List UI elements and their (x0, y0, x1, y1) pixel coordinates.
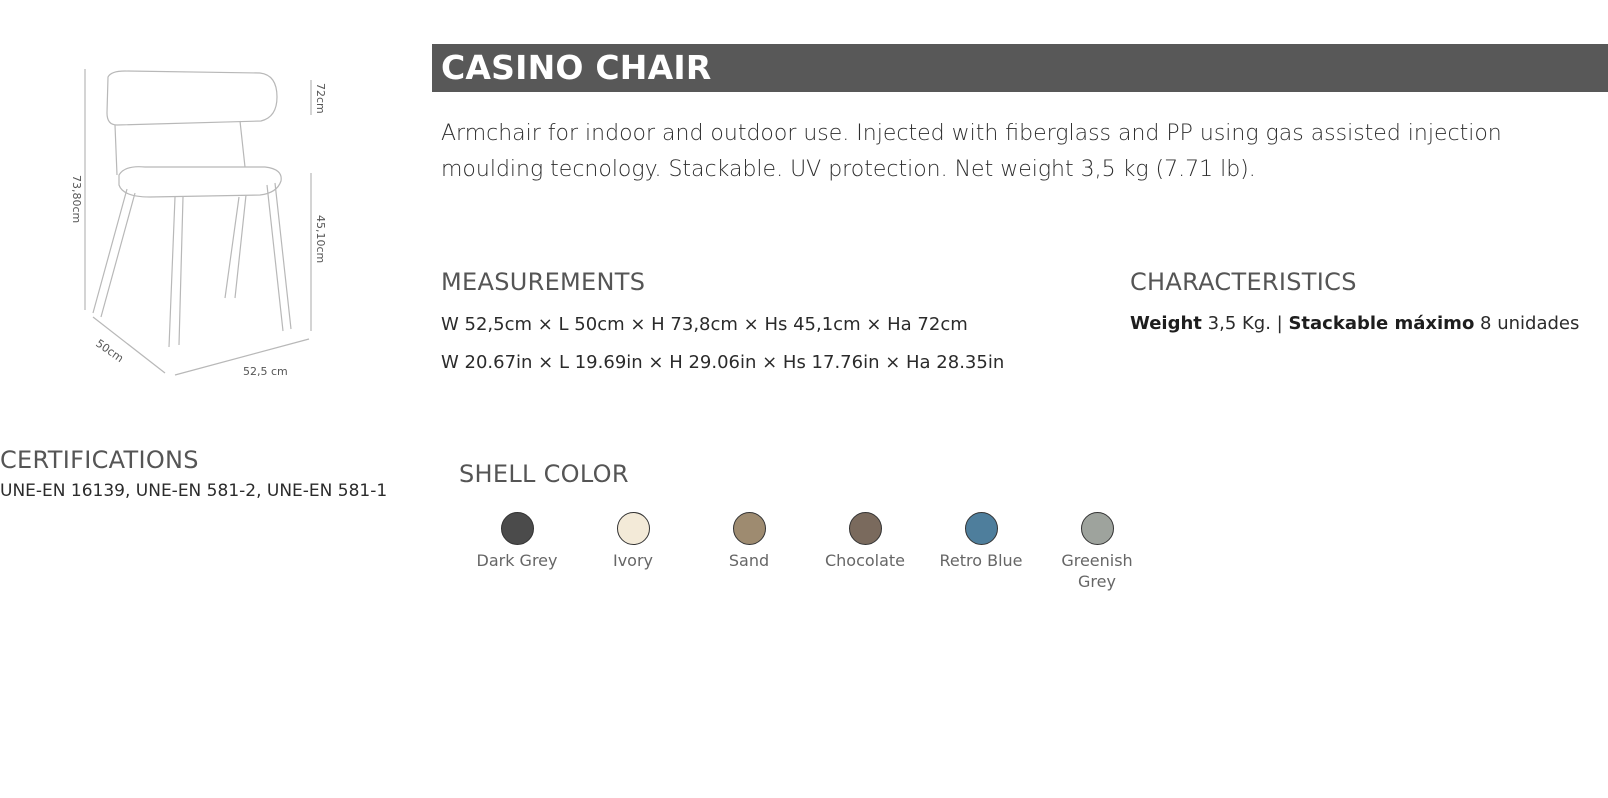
shell-color-swatches (459, 512, 1159, 602)
width-dim-label: 52,5 cm (243, 365, 288, 378)
swatch-label: Dark Grey (476, 551, 558, 570)
swatch-chocolate[interactable] (807, 512, 923, 571)
seat-dim-label: 45,10cm (314, 215, 327, 264)
color-dot-retro-blue (965, 512, 998, 545)
seat-outline (119, 167, 281, 197)
swatch-label: Sand (728, 551, 770, 570)
swatch-dark-grey[interactable] (459, 512, 575, 571)
back-dim-label: 72cm (314, 83, 327, 114)
certifications-text: UNE-EN 16139, UNE-EN 581-2, UNE-EN 581-1 (0, 481, 388, 501)
measurements-heading: MEASUREMENTS (441, 268, 646, 296)
color-dot-greenish-grey (1081, 512, 1114, 545)
leg-back-right (267, 183, 291, 331)
shell-color-heading: SHELL COLOR (459, 460, 629, 488)
color-dot-ivory (617, 512, 650, 545)
leg-front-right (169, 197, 183, 347)
swatch-label: Chocolate (824, 551, 906, 570)
swatch-ivory[interactable] (575, 512, 691, 571)
height-dim-label: 73,80cm (70, 175, 83, 224)
backrest-outline (107, 71, 277, 125)
depth-dim-label: 50cm (93, 336, 126, 366)
stackable-label: Stackable máximo (1288, 313, 1475, 334)
swatch-label: Greenish Grey (1061, 551, 1133, 591)
chair-drawing-svg (55, 55, 355, 400)
color-dot-dark-grey (501, 512, 534, 545)
swatch-greenish-grey[interactable] (1039, 512, 1155, 592)
product-description: Armchair for indoor and outdoor use. Injected with fiberglass and PP using gas assisted injection moulding tecnology. Stackable. UV protection. Net weight 3,5 kg (7.71 lb). (441, 121, 1502, 182)
swatch-label: Ivory (612, 551, 654, 570)
swatch-retro-blue[interactable] (923, 512, 1039, 571)
chair-technical-drawing (55, 55, 355, 400)
certifications-heading: CERTIFICATIONS (0, 446, 199, 474)
weight-value: 3,5 Kg. | (1207, 313, 1283, 334)
leg-back-left (225, 195, 246, 298)
product-title: CASINO CHAIR (441, 48, 712, 87)
swatch-sand[interactable] (691, 512, 807, 571)
measurements-imperial: W 20.67in × L 19.69in × H 29.06in × Hs 17.76in × Ha 28.35in (441, 352, 1005, 373)
characteristics-heading: CHARACTERISTICS (1130, 268, 1357, 296)
color-dot-sand (733, 512, 766, 545)
stackable-value: 8 unidades (1480, 313, 1580, 334)
characteristics-line (1130, 313, 1579, 334)
weight-label: Weight (1130, 313, 1202, 334)
measurements-metric: W 52,5cm × L 50cm × H 73,8cm × Hs 45,1cm × Ha 72cm (441, 314, 968, 335)
title-bar (432, 44, 1608, 92)
leg-front-left (93, 189, 135, 317)
width-dim-line (175, 339, 309, 375)
swatch-label: Retro Blue (939, 551, 1023, 570)
color-dot-chocolate (849, 512, 882, 545)
